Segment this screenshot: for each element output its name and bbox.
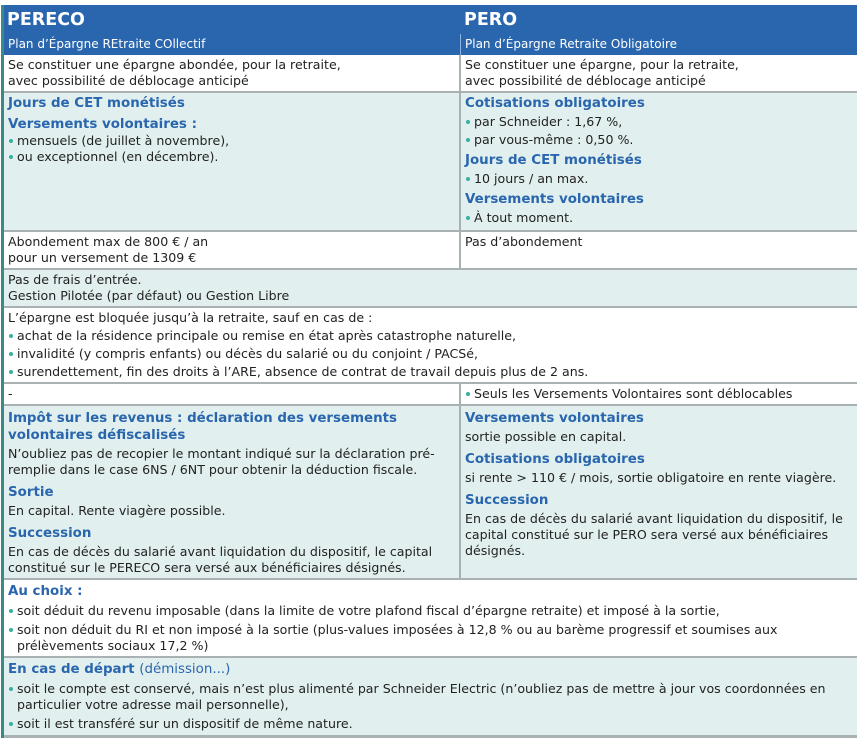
bullet-item: par Schneider : 1,67 %, [465,114,851,130]
section-heading: Impôt sur les revenus : déclaration des versements volontaires défiscalisés [8,411,398,443]
choice-cell [4,580,857,656]
bullet-item: ou exceptionnel (en décembre). [8,149,453,165]
bullet-item: Seuls les Versements Volontaires sont déblocables [465,386,851,402]
pereco-tax [4,406,461,578]
pero-abondement: Pas d’abondement [465,234,583,249]
comparison-table [1,5,857,738]
unlockable-row [4,384,857,406]
bullet-item: soit déduit du revenu imposable (dans la limite de votre plafond fiscal d’épargne retraite) et imposé à la sortie, [8,603,851,619]
section-heading: Versements volontaires [465,192,644,207]
purpose-line: avec possibilité de déblocage anticipé [8,73,249,88]
header-row [4,5,857,34]
subtitle-row [4,34,857,55]
bullet-item: surendettement, fin des droits à l’ARE, absence de contrat de travail depuis plus de 2 ans. [8,364,851,380]
fees-row [4,270,857,308]
section-text: En cas de décès du salarié avant liquidation du dispositif, le capital constitué sur le PERECO sera versé aux bénéficiaires désignés. [8,544,433,575]
section-heading: Au choix : [8,584,83,599]
pereco-title: PERECO [7,10,85,30]
section-heading: Cotisations obligatoires [465,452,645,467]
departure-row [4,658,857,738]
fees-line: Pas de frais d’entrée. [8,272,142,287]
departure-heading: En cas de départ [8,662,135,677]
purpose-line: Se constituer une épargne abondée, pour la retraite, [8,57,341,72]
blocked-intro: L’épargne est bloquée jusqu’à la retraite, sauf en cas de : [8,310,373,325]
abondement-row [4,232,857,270]
section-heading: Cotisations obligatoires [465,96,645,111]
pero-title: PERO [464,10,518,30]
blocked-cell [4,308,857,382]
purpose-line: avec possibilité de déblocage anticipé [465,73,706,88]
bullet-item: mensuels (de juillet à novembre), [8,133,453,149]
blocked-row [4,308,857,384]
pero-subtitle: Plan d’Épargne Retraite Obligatoire [465,37,678,51]
section-text: si rente > 110 € / mois, sortie obligatoire en rente viagère. [465,470,837,485]
pereco-funding [4,93,461,230]
fees-line: Gestion Pilotée (par défaut) ou Gestion Libre [8,288,290,303]
pero-unlockable [461,384,857,404]
pero-tax [461,406,857,578]
bullet-item: par vous-même : 0,50 %. [465,132,851,148]
bullet-item: À tout moment. [465,210,851,226]
bullet-item: achat de la résidence principale ou remise en état après catastrophe naturelle, [8,328,851,344]
pero-purpose [461,55,857,91]
pereco-purpose [4,55,461,91]
fees-cell [4,270,857,306]
abondement-line: pour un versement de 1309 € [8,250,197,265]
pero-funding [461,93,857,230]
section-heading: Succession [8,526,92,541]
section-heading: Sortie [8,485,54,500]
section-text: En cas de décès du salarié avant liquidation du dispositif, le capital constitué sur le PERO sera versé aux bénéficiaires désignés. [465,511,843,558]
pereco-abondement [4,232,461,268]
section-text: En capital. Rente viagère possible. [8,503,226,518]
section-heading: Jours de CET monétisés [465,153,642,168]
section-heading: Versements volontaires [465,411,644,426]
purpose-line: Se constituer une épargne, pour la retraite, [465,57,739,72]
section-heading [8,661,851,678]
departure-heading-note: (démission...) [139,662,231,677]
section-heading: Versements volontaires : [8,117,197,132]
bullet-item: 10 jours / an max. [465,171,851,187]
section-heading: Jours de CET monétisés [8,96,185,111]
departure-cell [4,658,857,735]
bullet-item: invalidité (y compris enfants) ou décès du salarié ou du conjoint / PACSé, [8,346,851,362]
section-text: sortie possible en capital. [465,429,627,444]
bullet-item: soit non déduit du RI et non imposé à la sortie (plus-values imposées à 12,8 % ou au barème progressif et soumises aux prélèvements sociaux 17,2 %) [8,622,851,654]
bullet-item: soit le compte est conservé, mais n’est plus alimenté par Schneider Electric (n’oubliez pas de mettre à jour vos coordonnées en particulier votre adresse mail personnelle), [8,681,851,713]
section-text: N’oubliez pas de recopier le montant indiqué sur la déclaration pré-remplie dans le case 6NS / 6NT pour obtenir la déduction fiscale. [8,446,435,477]
tax-row [4,406,857,580]
section-heading: Succession [465,493,549,508]
bullet-item: soit il est transféré sur un dispositif de même nature. [8,716,851,732]
abondement-line: Abondement max de 800 € / an [8,234,209,249]
pereco-subtitle: Plan d’Épargne REtraite COllectif [4,34,461,55]
pereco-unlockable: - [4,384,461,404]
choice-row [4,580,857,658]
funding-row [4,93,857,232]
purpose-row [4,55,857,93]
